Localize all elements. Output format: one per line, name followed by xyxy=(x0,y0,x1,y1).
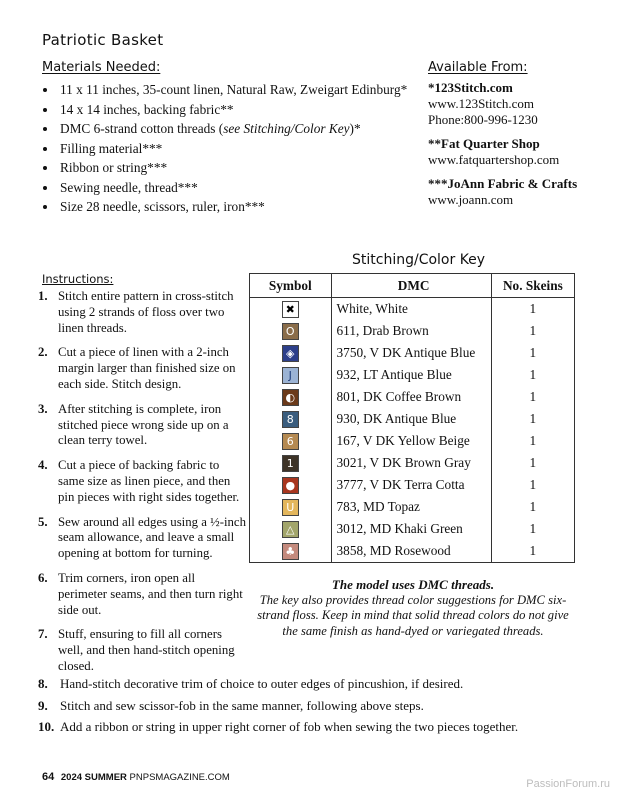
stitch-symbol-icon: 8 xyxy=(282,411,299,428)
dmc-cell: 611, Drab Brown xyxy=(331,320,491,342)
materials-heading: Materials Needed: xyxy=(42,60,161,75)
symbol-cell xyxy=(250,320,332,342)
instruction-step xyxy=(38,402,246,449)
color-key-table xyxy=(249,273,575,563)
symbol-cell xyxy=(250,452,332,474)
stitch-symbol-icon: O xyxy=(282,323,299,340)
list-item-text: DMC 6-strand cotton threads (see Stitching/Color Key)* xyxy=(60,121,361,136)
key-note-bold: The model uses DMC threads. xyxy=(331,577,495,592)
step-number: 10. xyxy=(38,719,55,734)
dmc-cell: 3750, V DK Antique Blue xyxy=(331,342,491,364)
source-url: www.joann.com xyxy=(428,192,514,207)
dmc-cell: 930, DK Antique Blue xyxy=(331,408,491,430)
instructions-list-wide xyxy=(38,676,608,741)
dmc-cell: 932, LT Antique Blue xyxy=(331,364,491,386)
header-symbol: Symbol xyxy=(250,274,332,298)
skeins-cell: 1 xyxy=(491,540,574,563)
stitch-symbol-icon: 1 xyxy=(282,455,299,472)
instruction-step xyxy=(38,571,246,618)
stitch-symbol-icon: 6 xyxy=(282,433,299,450)
issue-label: 2024 SUMMER xyxy=(60,772,127,783)
table-row xyxy=(250,496,575,518)
table-header-row xyxy=(250,274,575,298)
available-heading: Available From: xyxy=(428,60,528,75)
table-row xyxy=(250,386,575,408)
skeins-cell: 1 xyxy=(491,452,574,474)
stitch-symbol-icon: △ xyxy=(282,521,299,538)
list-item: • Sewing needle, thread*** xyxy=(58,178,438,198)
skeins-cell: 1 xyxy=(491,518,574,540)
skeins-cell: 1 xyxy=(491,430,574,452)
symbol-cell xyxy=(250,430,332,452)
symbol-cell xyxy=(250,298,332,321)
step-text: Cut a piece of linen with a 2-inch margin larger than finished size on each side. Stitch design. xyxy=(58,345,236,391)
dmc-cell: 3777, V DK Terra Cotta xyxy=(331,474,491,496)
source-url: www.fatquartershop.com xyxy=(428,152,560,167)
header-skeins: No. Skeins xyxy=(491,274,574,298)
skeins-cell: 1 xyxy=(491,474,574,496)
table-row xyxy=(250,298,575,321)
skeins-cell: 1 xyxy=(491,342,574,364)
skeins-cell: 1 xyxy=(491,408,574,430)
step-text: Cut a piece of backing fabric to same size as linen piece, and then pin pieces with right sides together. xyxy=(58,458,240,504)
color-key-note xyxy=(250,577,576,639)
step-text: Stitch entire pattern in cross-stitch using 2 strands of floss over two linen threads. xyxy=(58,289,234,335)
dmc-cell: 3012, MD Khaki Green xyxy=(331,518,491,540)
color-key-body xyxy=(250,298,575,563)
instruction-step xyxy=(38,289,246,336)
table-row xyxy=(250,342,575,364)
instructions-heading: Instructions: xyxy=(42,272,114,286)
stitch-symbol-icon: ✖ xyxy=(282,301,299,318)
source-123stitch xyxy=(428,80,613,128)
step-text: Trim corners, iron open all perimeter seams, and then turn right side out. xyxy=(58,570,243,617)
list-item xyxy=(58,119,438,139)
dmc-cell: 783, MD Topaz xyxy=(331,496,491,518)
step-text: Stitch and sew scissor-fob in the same manner, following above steps. xyxy=(60,697,424,713)
source-name: ***JoAnn Fabric & Crafts xyxy=(428,176,578,191)
dmc-cell: 167, V DK Yellow Beige xyxy=(331,430,491,452)
step-text: Stuff, ensuring to fill all corners well, and then hand-stitch opening closed. xyxy=(58,627,235,673)
site-label: PNPSMAGAZINE.COM xyxy=(129,772,230,783)
table-row xyxy=(250,430,575,452)
dmc-cell: 3021, V DK Brown Gray xyxy=(331,452,491,474)
table-row xyxy=(250,364,575,386)
instructions-list xyxy=(38,289,246,684)
source-fat-quarter xyxy=(428,136,613,168)
source-phone: Phone:800-996-1230 xyxy=(428,112,538,127)
symbol-cell xyxy=(250,408,332,430)
step-number: 6. xyxy=(38,570,48,585)
table-row xyxy=(250,408,575,430)
dmc-cell: 3858, MD Rosewood xyxy=(331,540,491,563)
skeins-cell: 1 xyxy=(491,386,574,408)
step-number: 4. xyxy=(38,458,48,473)
instruction-step xyxy=(38,676,608,692)
dmc-cell: 801, DK Coffee Brown xyxy=(331,386,491,408)
stitch-symbol-icon: ♣ xyxy=(282,543,299,560)
step-number: 1. xyxy=(38,289,48,303)
table-row xyxy=(250,518,575,540)
skeins-cell: 1 xyxy=(491,496,574,518)
symbol-cell xyxy=(250,474,332,496)
stitch-symbol-icon: J xyxy=(282,367,299,384)
symbol-cell xyxy=(250,386,332,408)
source-url: www.123Stitch.com xyxy=(428,96,535,111)
step-text: Hand-stitch decorative trim of choice to outer edges of pincushion, if desired. xyxy=(60,676,464,691)
step-number: 5. xyxy=(38,514,48,529)
list-item: • Filling material*** xyxy=(58,139,438,159)
instruction-step xyxy=(38,515,246,562)
list-item: • Size 28 needle, scissors, ruler, iron*** xyxy=(58,197,438,217)
watermark: PassionForum.ru xyxy=(526,778,610,790)
stitch-symbol-icon: ◐ xyxy=(282,389,299,406)
symbol-cell xyxy=(250,496,332,518)
page-footer xyxy=(42,771,230,783)
materials-list xyxy=(36,80,438,217)
skeins-cell: 1 xyxy=(491,364,574,386)
symbol-cell xyxy=(250,342,332,364)
step-number: 9. xyxy=(38,697,48,713)
step-number: 2. xyxy=(38,345,48,360)
symbol-cell xyxy=(250,518,332,540)
color-key-title: Stitching/Color Key xyxy=(352,252,486,268)
step-number: 3. xyxy=(38,401,48,416)
page-number: 64 xyxy=(42,771,55,783)
symbol-cell xyxy=(250,540,332,563)
available-from xyxy=(428,60,613,216)
stitch-symbol-icon: ● xyxy=(282,477,299,494)
key-note-text: The key also provides thread color suggestions for DMC six-strand floss. Keep in mind that solid thread colors do not give the same finish as hand-dyed or variegated threads. xyxy=(257,592,569,638)
step-text: After stitching is complete, iron stitched piece wrong side up on a clean terry towel. xyxy=(58,401,229,448)
list-item: • Ribbon or string*** xyxy=(58,158,438,178)
skeins-cell: 1 xyxy=(491,320,574,342)
instruction-step xyxy=(38,719,608,735)
table-row xyxy=(250,320,575,342)
source-name: **Fat Quarter Shop xyxy=(428,136,540,151)
list-item: • 11 x 11 inches, 35-count linen, Natural Raw, Zweigart Edinburg* xyxy=(58,80,438,100)
dmc-cell: White, White xyxy=(331,298,491,321)
step-text: Sew around all edges using a ½-inch seam allowance, and leave a small opening at bottom for turning. xyxy=(58,514,246,561)
step-number: 8. xyxy=(38,676,48,691)
header-dmc: DMC xyxy=(331,274,491,298)
list-item: • 14 x 14 inches, backing fabric** xyxy=(58,100,438,120)
instruction-step xyxy=(38,627,246,674)
source-name: *123Stitch.com xyxy=(428,80,513,95)
skeins-cell: 1 xyxy=(491,298,574,321)
table-row xyxy=(250,540,575,563)
stitch-symbol-icon: ◈ xyxy=(282,345,299,362)
table-row xyxy=(250,452,575,474)
page-title: Patriotic Basket xyxy=(42,31,164,49)
symbol-cell xyxy=(250,364,332,386)
table-row xyxy=(250,474,575,496)
source-joann xyxy=(428,176,613,208)
instruction-step xyxy=(38,345,246,392)
instruction-step xyxy=(38,698,608,714)
step-text: Add a ribbon or string in upper right corner of fob when sewing the two pieces together. xyxy=(60,719,519,734)
stitch-symbol-icon: U xyxy=(282,499,299,516)
instruction-step xyxy=(38,458,246,505)
step-number: 7. xyxy=(38,627,48,642)
